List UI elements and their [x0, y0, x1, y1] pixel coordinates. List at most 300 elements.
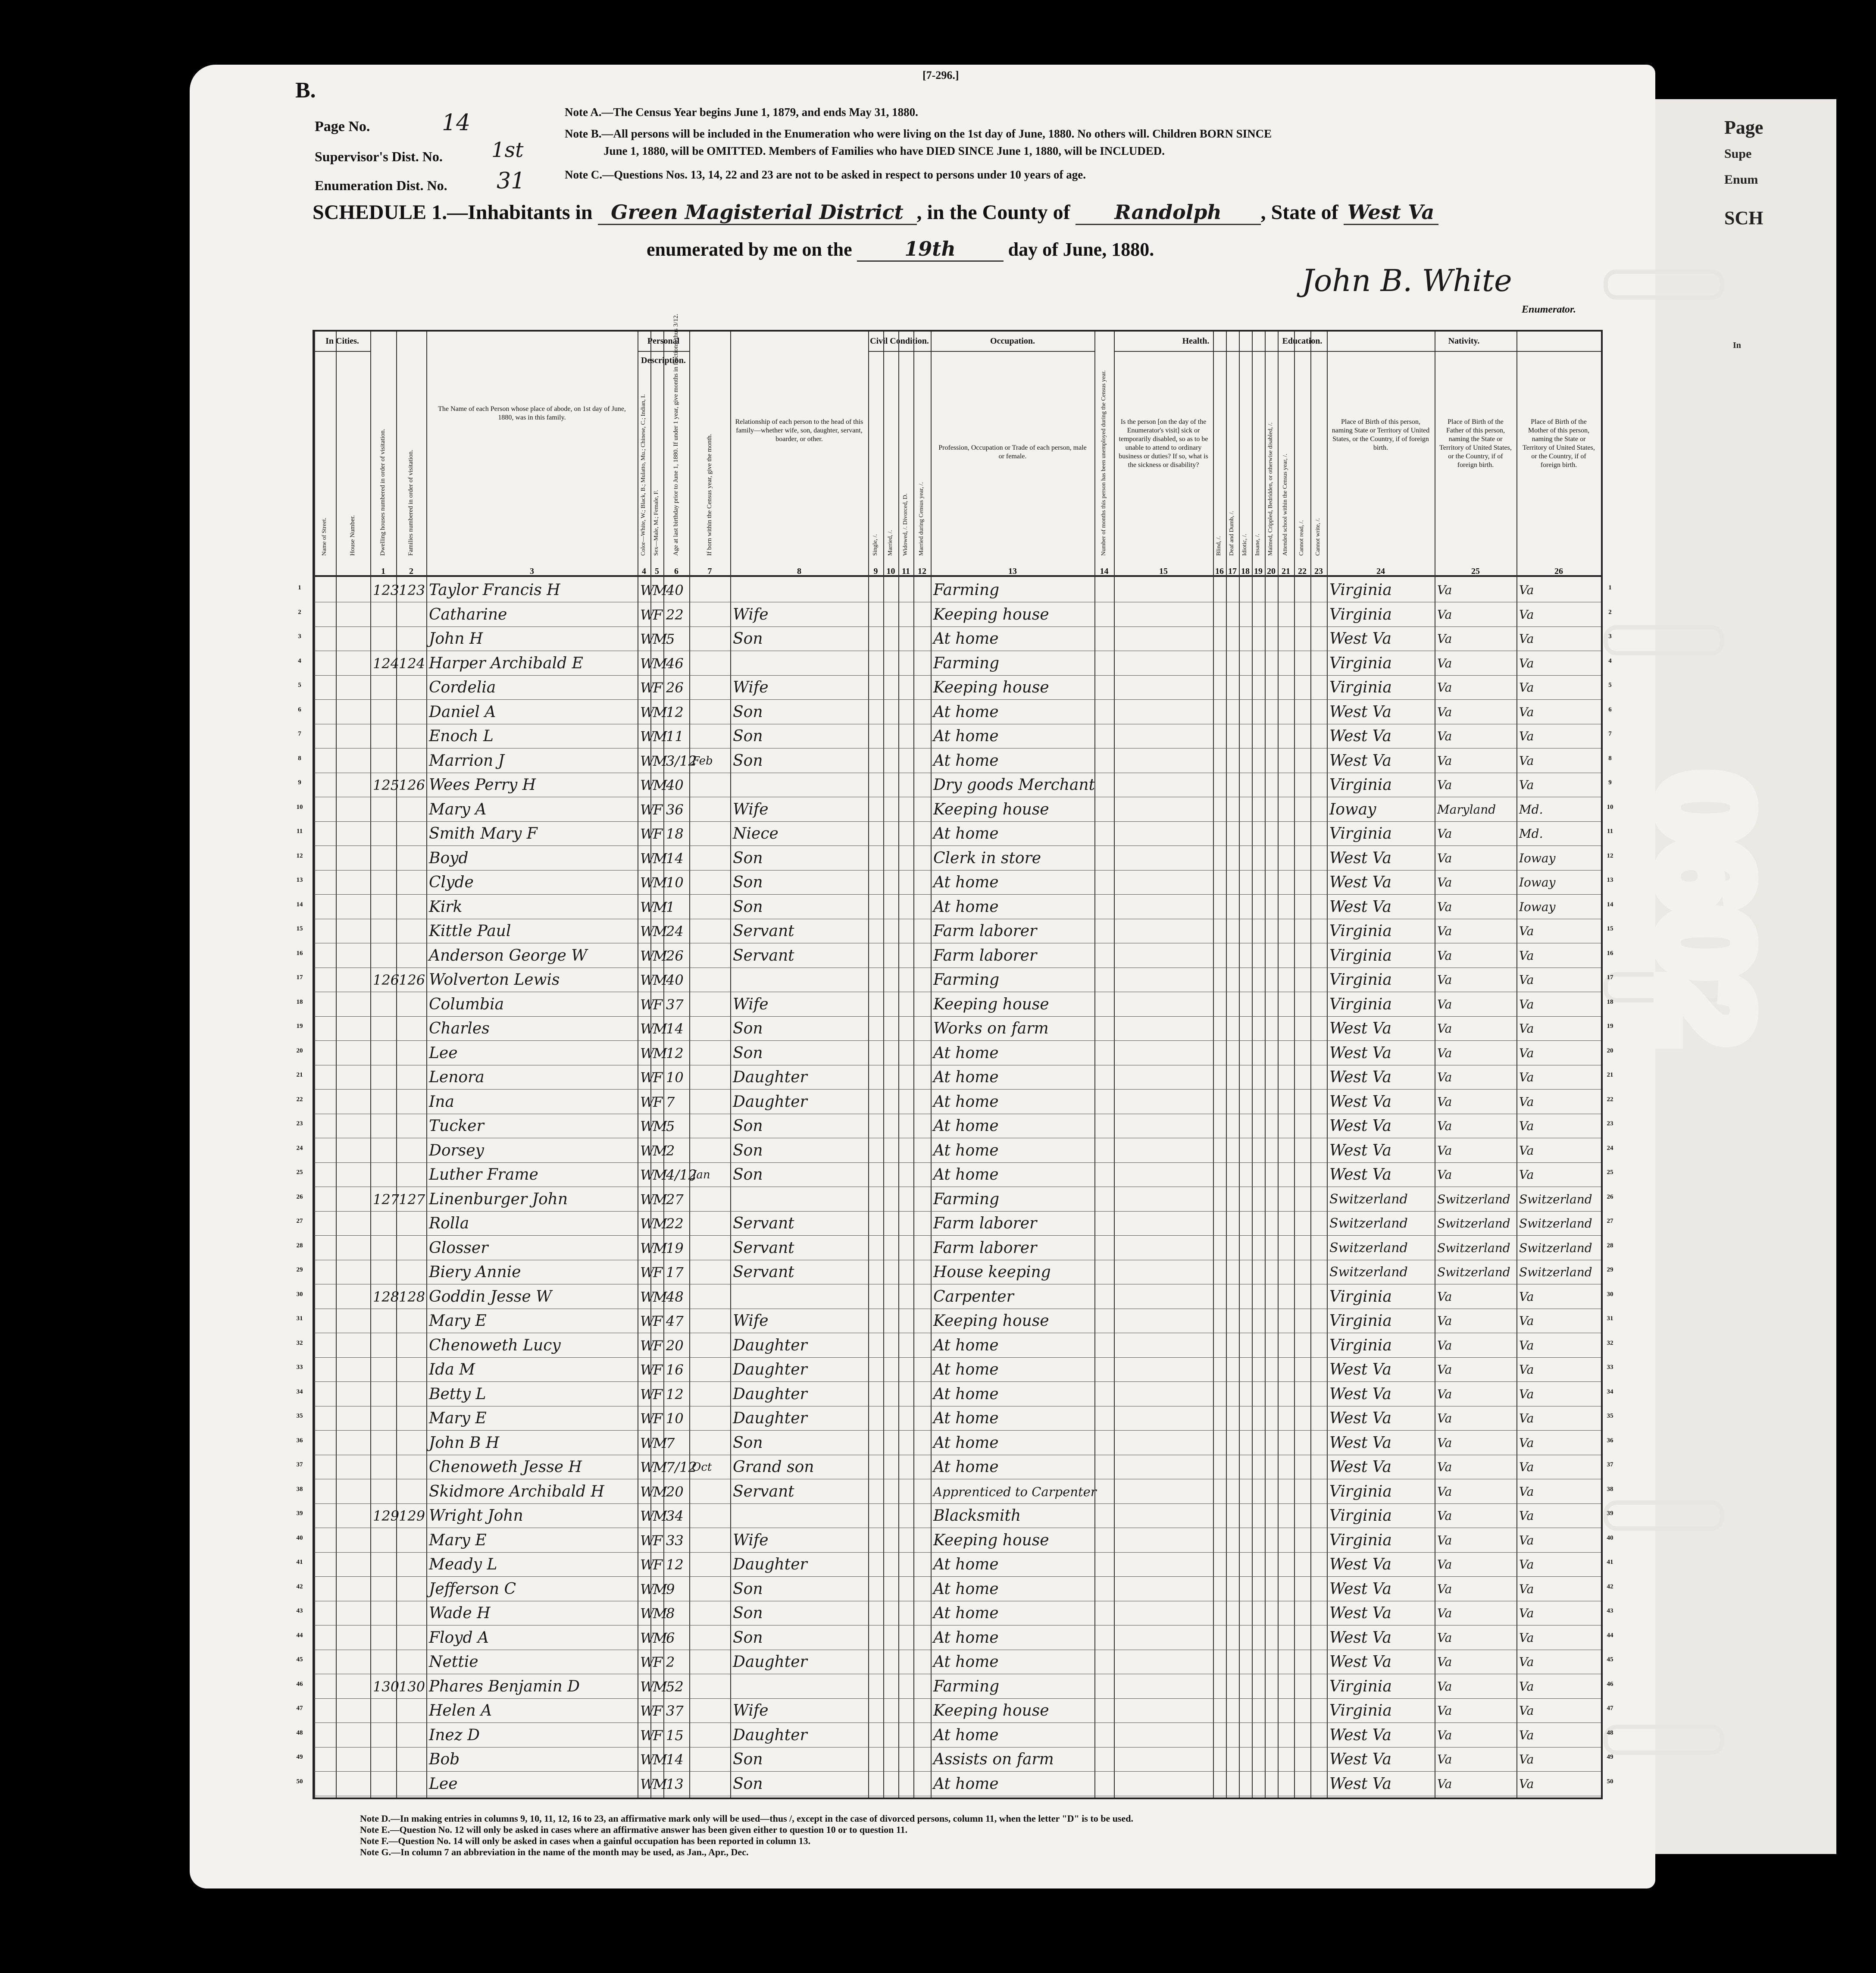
table-row: [314, 846, 1601, 871]
cell-b2: Va: [1437, 1728, 1452, 1742]
cell-c: W: [640, 1629, 654, 1646]
cell-b1: West Va: [1329, 1117, 1391, 1135]
cell-a: 40: [666, 972, 684, 988]
cell-s: M: [653, 1167, 667, 1183]
table-row: [314, 1649, 1601, 1674]
cell-c: W: [640, 1313, 654, 1329]
cell-c: W: [640, 1240, 654, 1256]
cell-b2: Va: [1437, 1143, 1452, 1158]
row-number: 23: [296, 1120, 303, 1127]
cell-c: W: [640, 1703, 654, 1719]
cell-name: Kittle Paul: [429, 922, 511, 940]
cell-occ: At home: [933, 1409, 999, 1427]
table-row: [314, 1333, 1601, 1358]
table-row: [314, 821, 1601, 846]
row-number: 36: [1607, 1437, 1613, 1444]
cell-b1: West Va: [1329, 849, 1391, 867]
cell-c: W: [640, 996, 654, 1013]
cell-d: [373, 993, 395, 1016]
cell-s: F: [653, 1556, 663, 1573]
row-number: 46: [296, 1680, 303, 1688]
cell-f: [399, 1237, 425, 1259]
cell-a: 12: [666, 704, 684, 720]
note-d: Note D.—In making entries in columns 9, 10, 11, 12, 16 to 23, an affirmative mark only will be used—thus /, except in the case of divorced persons, column 11, when the letter "D" is to be used.: [360, 1813, 1133, 1824]
cell-name: Kirk: [429, 898, 463, 916]
cell-occ: Dry goods Merchant: [933, 776, 1095, 794]
cell-s: F: [653, 680, 663, 696]
cell-name: Daniel A: [429, 703, 496, 721]
cell-f: 128: [399, 1288, 425, 1305]
cell-d: [373, 1164, 395, 1186]
cell-occ: At home: [933, 825, 999, 842]
cell-rel: Wife: [733, 995, 769, 1013]
cell-f: [399, 1748, 425, 1771]
cell-s: F: [653, 1727, 663, 1744]
cell-name: Dorsey: [429, 1141, 484, 1159]
cell-b1: Virginia: [1329, 679, 1392, 696]
cell-occ: Blacksmith: [933, 1507, 1021, 1525]
cell-b2: Va: [1437, 899, 1452, 914]
cell-b1: West Va: [1329, 1556, 1391, 1573]
cell-b3: Va: [1519, 1484, 1534, 1499]
row-number: 25: [1607, 1169, 1613, 1176]
row-number: 47: [296, 1705, 303, 1712]
cell-c: W: [640, 923, 654, 940]
cell-d: 127: [373, 1191, 400, 1208]
note-b-line2: June 1, 1880, will be OMITTED. Members of Families who have DIED SINCE June 1, 1880, will be INCLUDED.: [603, 144, 1165, 157]
cell-f: [399, 871, 425, 894]
cell-a: 16: [666, 1362, 684, 1378]
column-number: 16: [1215, 567, 1224, 576]
cell-occ: Assists on farm: [933, 1751, 1054, 1768]
cell-b1: Virginia: [1329, 1507, 1392, 1525]
table-row: [314, 1016, 1601, 1041]
cell-s: F: [653, 1654, 663, 1670]
cell-a: 34: [666, 1508, 684, 1524]
row-number: 37: [1607, 1461, 1613, 1468]
cell-a: 22: [666, 606, 684, 623]
cell-c: W: [640, 1410, 654, 1427]
cell-b3: Ioway: [1519, 899, 1556, 914]
column-number: 17: [1228, 567, 1237, 576]
cell-b3: Va: [1519, 1655, 1534, 1669]
cell-s: M: [653, 631, 667, 647]
cell-s: M: [653, 1434, 667, 1451]
cell-f: [399, 750, 425, 772]
table-row: [314, 1406, 1601, 1431]
cell-b2: Va: [1437, 1679, 1452, 1694]
cell-m: [692, 1407, 729, 1430]
cell-c: W: [640, 704, 654, 720]
table-row: [314, 748, 1601, 773]
cell-c: W: [640, 1751, 654, 1768]
row-number: 21: [296, 1071, 303, 1078]
table-row: [314, 1625, 1601, 1650]
table-row: [314, 1113, 1601, 1138]
cell-occ: Farm laborer: [933, 946, 1037, 965]
cell-s: F: [653, 1410, 663, 1427]
row-number: 44: [296, 1632, 303, 1639]
cell-occ: Apprenticed to Carpenter: [933, 1484, 1097, 1499]
state-value: West Va: [1344, 200, 1438, 225]
cell-a: 14: [666, 1021, 684, 1037]
column-group-personal: Personal Description.: [638, 332, 689, 352]
row-number: 43: [296, 1607, 303, 1614]
state-label: , State of: [1260, 201, 1338, 224]
cell-d: 123: [373, 582, 400, 598]
cell-b3: Va: [1519, 1704, 1534, 1718]
cell-b2: Switzerland: [1437, 1265, 1510, 1279]
cell-f: [399, 701, 425, 723]
cell-d: [373, 1724, 395, 1747]
cell-d: [373, 1407, 395, 1430]
cell-b1: Switzerland: [1329, 1191, 1408, 1207]
cell-c: W: [640, 777, 654, 793]
cell-a: 7: [666, 1093, 675, 1110]
row-number: 4: [298, 657, 301, 664]
row-number: 16: [1607, 949, 1613, 957]
row-number: 39: [296, 1510, 303, 1517]
enumerator-label: Enumerator.: [1522, 304, 1576, 315]
table-row: [314, 626, 1601, 651]
cell-a: 19: [666, 1240, 684, 1256]
row-number: 22: [296, 1096, 303, 1103]
table-header: [314, 313, 1601, 577]
cell-m: [692, 1334, 729, 1357]
cell-b1: West Va: [1329, 1093, 1391, 1111]
cell-c: W: [640, 972, 654, 988]
edge-page-label: Page: [1724, 117, 1763, 138]
cell-rel: Daughter: [733, 1336, 807, 1354]
cell-a: 11: [666, 728, 684, 745]
cell-b3: Va: [1519, 1046, 1534, 1060]
cell-s: M: [653, 1776, 667, 1792]
row-number: 38: [1607, 1485, 1613, 1493]
cell-name: Lee: [429, 1775, 458, 1793]
cell-s: M: [653, 1678, 667, 1695]
cell-f: [399, 1066, 425, 1089]
cell-c: W: [640, 1288, 654, 1305]
cell-s: M: [653, 582, 667, 598]
cell-name: Catharine: [429, 605, 507, 623]
row-number: 33: [296, 1364, 303, 1371]
table-row: [314, 797, 1601, 822]
cell-b3: Va: [1519, 1630, 1534, 1645]
table-row: [314, 1674, 1601, 1699]
cell-m: Oct: [692, 1461, 712, 1474]
supervisor-label: Supervisor's Dist. No.: [315, 149, 443, 164]
cell-m: [692, 1627, 729, 1649]
cell-m: [692, 847, 729, 870]
cell-b1: West Va: [1329, 898, 1391, 916]
row-number: 34: [1607, 1388, 1613, 1395]
cell-b1: Virginia: [1329, 946, 1392, 965]
cell-a: 13: [666, 1776, 684, 1792]
column-number: 4: [642, 567, 646, 576]
cell-c: W: [640, 826, 654, 842]
cell-rel: Son: [733, 1629, 763, 1647]
cell-d: [373, 1212, 395, 1235]
cell-occ: Farm laborer: [933, 922, 1037, 940]
row-number: 12: [296, 852, 303, 859]
cell-b2: Va: [1437, 851, 1452, 865]
row-number: 18: [296, 998, 303, 1005]
cell-m: [692, 920, 729, 943]
cell-b3: Va: [1519, 1070, 1534, 1084]
enumerated-day: 19th: [857, 237, 1004, 262]
cell-f: [399, 1212, 425, 1235]
cell-f: [399, 896, 425, 918]
header-cannot-write: Cannot write, /.: [1315, 518, 1321, 556]
cell-f: [399, 1700, 425, 1722]
cell-d: [373, 1066, 395, 1089]
cell-f: [399, 1334, 425, 1357]
row-number: 9: [298, 779, 301, 786]
cell-c: W: [640, 1142, 654, 1159]
cell-m: [692, 1748, 729, 1771]
row-number: 35: [1607, 1412, 1613, 1419]
cell-m: [692, 1286, 729, 1308]
cell-m: [692, 799, 729, 821]
cell-m: [692, 604, 729, 626]
header-deaf: Deaf and Dumb, /.: [1229, 511, 1235, 556]
cell-f: [399, 1481, 425, 1503]
cell-a: 48: [666, 1288, 684, 1305]
row-number: 17: [1607, 974, 1613, 981]
cell-f: 127: [399, 1191, 425, 1208]
cell-c: W: [640, 874, 654, 891]
header-cannot-read: Cannot read, /.: [1298, 520, 1305, 556]
cell-rel: Son: [733, 874, 763, 891]
row-number: 6: [1608, 706, 1612, 713]
cell-s: M: [653, 1629, 667, 1646]
cell-b2: Va: [1437, 1435, 1452, 1450]
cell-m: [692, 1773, 729, 1795]
cell-rel: Son: [733, 752, 763, 770]
cell-b1: West Va: [1329, 1141, 1391, 1159]
cell-b2: Va: [1437, 778, 1452, 792]
cell-f: [399, 1091, 425, 1113]
cell-b1: West Va: [1329, 1653, 1391, 1671]
note-e: Note E.—Question No. 12 will only be asked in cases where an affirmative answer has been given either to question 10 or to question 11.: [360, 1824, 908, 1835]
cell-name: Harper Archibald E: [429, 654, 583, 672]
header-born-month: If born within the Census year, give the month.: [706, 434, 713, 556]
table-row: [314, 1722, 1601, 1748]
cell-a: 7/12: [666, 1459, 697, 1475]
cell-occ: At home: [933, 703, 999, 721]
cell-s: M: [653, 947, 667, 964]
cell-f: [399, 1164, 425, 1186]
cell-b1: Virginia: [1329, 776, 1392, 794]
cell-f: [399, 993, 425, 1016]
cell-occ: At home: [933, 1068, 999, 1086]
cell-s: M: [653, 923, 667, 940]
cell-b3: Md.: [1519, 827, 1543, 841]
row-number: 43: [1607, 1607, 1613, 1614]
cell-c: W: [640, 582, 654, 598]
cell-d: [373, 871, 395, 894]
cell-m: [692, 1212, 729, 1235]
cell-a: 27: [666, 1191, 684, 1208]
cell-m: [692, 1140, 729, 1162]
cell-b3: Va: [1519, 1021, 1534, 1036]
cell-b1: West Va: [1329, 752, 1391, 770]
table-row: [314, 943, 1601, 968]
cell-b3: Switzerland: [1519, 1192, 1592, 1206]
cell-a: 17: [666, 1264, 684, 1281]
cell-s: M: [653, 1751, 667, 1768]
cell-name: Glosser: [429, 1239, 488, 1257]
cell-c: W: [640, 1264, 654, 1281]
cell-b2: Va: [1437, 1460, 1452, 1474]
cell-occ: At home: [933, 1775, 999, 1793]
cell-c: W: [640, 850, 654, 867]
row-number: 30: [1607, 1290, 1613, 1298]
cell-c: W: [640, 655, 654, 672]
cell-b3: Va: [1519, 656, 1534, 670]
cell-d: [373, 1529, 395, 1552]
cell-f: [399, 1651, 425, 1673]
cell-c: W: [640, 1167, 654, 1183]
row-number: 18: [1607, 998, 1613, 1005]
cell-f: [399, 920, 425, 943]
cell-name: Bob: [429, 1751, 460, 1768]
cell-b1: West Va: [1329, 1068, 1391, 1086]
cell-d: 125: [373, 777, 400, 793]
cell-rel: Son: [733, 1751, 763, 1768]
cell-a: 4/12: [666, 1167, 697, 1183]
cell-occ: At home: [933, 752, 999, 770]
note-f: Note F.—Question No. 14 will only be asked in cases when a gainful occupation has been reported in column 13.: [360, 1835, 811, 1846]
column-number: 3: [530, 567, 534, 576]
cell-c: W: [640, 1678, 654, 1695]
cell-c: W: [640, 680, 654, 696]
row-number: 5: [298, 682, 301, 689]
cell-b1: West Va: [1329, 874, 1391, 891]
table-row: [314, 870, 1601, 895]
cell-f: [399, 1310, 425, 1332]
cell-b1: Virginia: [1329, 1702, 1392, 1719]
cell-occ: Keeping house: [933, 1531, 1049, 1549]
cell-f: 124: [399, 655, 425, 672]
cell-rel: Wife: [733, 605, 769, 623]
note-c: Note C.—Questions Nos. 13, 14, 22 and 23 are not to be asked in respect to persons under 10 years of age.: [565, 168, 1086, 181]
cell-b2: Va: [1437, 680, 1452, 695]
cell-occ: At home: [933, 1458, 999, 1476]
header-c1: Name of Street.: [321, 517, 328, 556]
cell-rel: Son: [733, 849, 763, 867]
table-row: [314, 1235, 1601, 1260]
enumeration-value: 31: [497, 168, 525, 194]
row-number: 7: [298, 730, 301, 737]
cell-name: Chenoweth Lucy: [429, 1336, 561, 1354]
cell-rel: Wife: [733, 1702, 769, 1719]
cell-rel: Son: [733, 1141, 763, 1159]
column-number: 22: [1298, 567, 1307, 576]
cell-b1: West Va: [1329, 1044, 1391, 1062]
row-number: 40: [296, 1534, 303, 1541]
cell-a: 2: [666, 1654, 675, 1670]
cell-m: [692, 1261, 729, 1284]
cell-b2: Va: [1437, 1411, 1452, 1425]
cell-b1: Ioway: [1329, 800, 1376, 818]
cell-a: 8: [666, 1605, 675, 1622]
header-c3: Dwelling houses numbered in order of visitation.: [379, 429, 386, 556]
row-number: 2: [298, 608, 301, 616]
cell-s: M: [653, 899, 667, 915]
cell-occ: Keeping house: [933, 800, 1049, 818]
cell-b1: West Va: [1329, 1580, 1391, 1598]
cell-occ: At home: [933, 1044, 999, 1062]
enumerated-label: enumerated by me on the: [647, 239, 852, 260]
table-row: [314, 1479, 1601, 1504]
header-blind: Blind, /.: [1216, 536, 1222, 556]
cell-s: M: [653, 1581, 667, 1597]
table-row: [314, 1528, 1601, 1553]
cell-f: [399, 1359, 425, 1381]
cell-a: 10: [666, 1069, 684, 1086]
row-number: 27: [1607, 1218, 1613, 1225]
cell-b3: Va: [1519, 778, 1534, 792]
header-idiotic: Idiotic, /.: [1241, 534, 1248, 556]
cell-f: [399, 1724, 425, 1747]
header-sick: Is the person [on the day of the Enumerator's visit] sick or temporarily disabled, so as to be unable to attend to ordinary business or duties? If so, what is the sickness or disability?: [1119, 418, 1208, 469]
cell-b1: Virginia: [1329, 1287, 1392, 1306]
cell-rel: Servant: [733, 1263, 794, 1281]
cell-m: [692, 1310, 729, 1332]
cell-a: 40: [666, 582, 684, 598]
cell-name: Tucker: [429, 1117, 484, 1135]
row-number: 49: [1607, 1754, 1613, 1760]
cell-b1: Switzerland: [1329, 1240, 1408, 1256]
cell-b2: Va: [1437, 1484, 1452, 1499]
cell-b1: West Va: [1329, 703, 1391, 721]
column-number: 8: [797, 567, 801, 576]
cell-d: [373, 1091, 395, 1113]
cell-s: M: [653, 655, 667, 672]
cell-m: [692, 1042, 729, 1065]
cell-c: W: [640, 1654, 654, 1670]
cell-a: 10: [666, 1410, 684, 1427]
column-number: 9: [873, 567, 878, 576]
row-number: 17: [296, 974, 303, 981]
cell-rel: [733, 1675, 867, 1698]
cell-b1: Virginia: [1329, 971, 1392, 989]
cell-rel: Son: [733, 727, 763, 745]
cell-b2: Maryland: [1437, 802, 1496, 817]
cell-occ: At home: [933, 1629, 999, 1647]
row-number: 22: [1607, 1096, 1613, 1103]
column-group-nativity: Nativity.: [1327, 332, 1601, 352]
header-relationship: Relationship of each person to the head of this family—whether wife, son, daughter, servant, boarder, or other.: [735, 418, 863, 443]
cell-b1: Virginia: [1329, 1336, 1392, 1354]
cell-b2: Va: [1437, 875, 1452, 889]
cell-b1: Virginia: [1329, 581, 1392, 599]
district-value: Green Magisterial District: [598, 200, 917, 225]
cell-b1: West Va: [1329, 1385, 1391, 1403]
cell-f: [399, 1432, 425, 1454]
cell-b3: Va: [1519, 1435, 1534, 1450]
cell-a: 26: [666, 680, 684, 696]
cell-d: [373, 896, 395, 918]
cell-b2: Va: [1437, 997, 1452, 1012]
cell-d: [373, 945, 395, 967]
cell-m: [692, 1529, 729, 1552]
column-number: 12: [918, 567, 926, 576]
table-row: [314, 1430, 1601, 1455]
footnotes: [360, 1813, 1133, 1858]
cell-b2: Va: [1437, 607, 1452, 622]
